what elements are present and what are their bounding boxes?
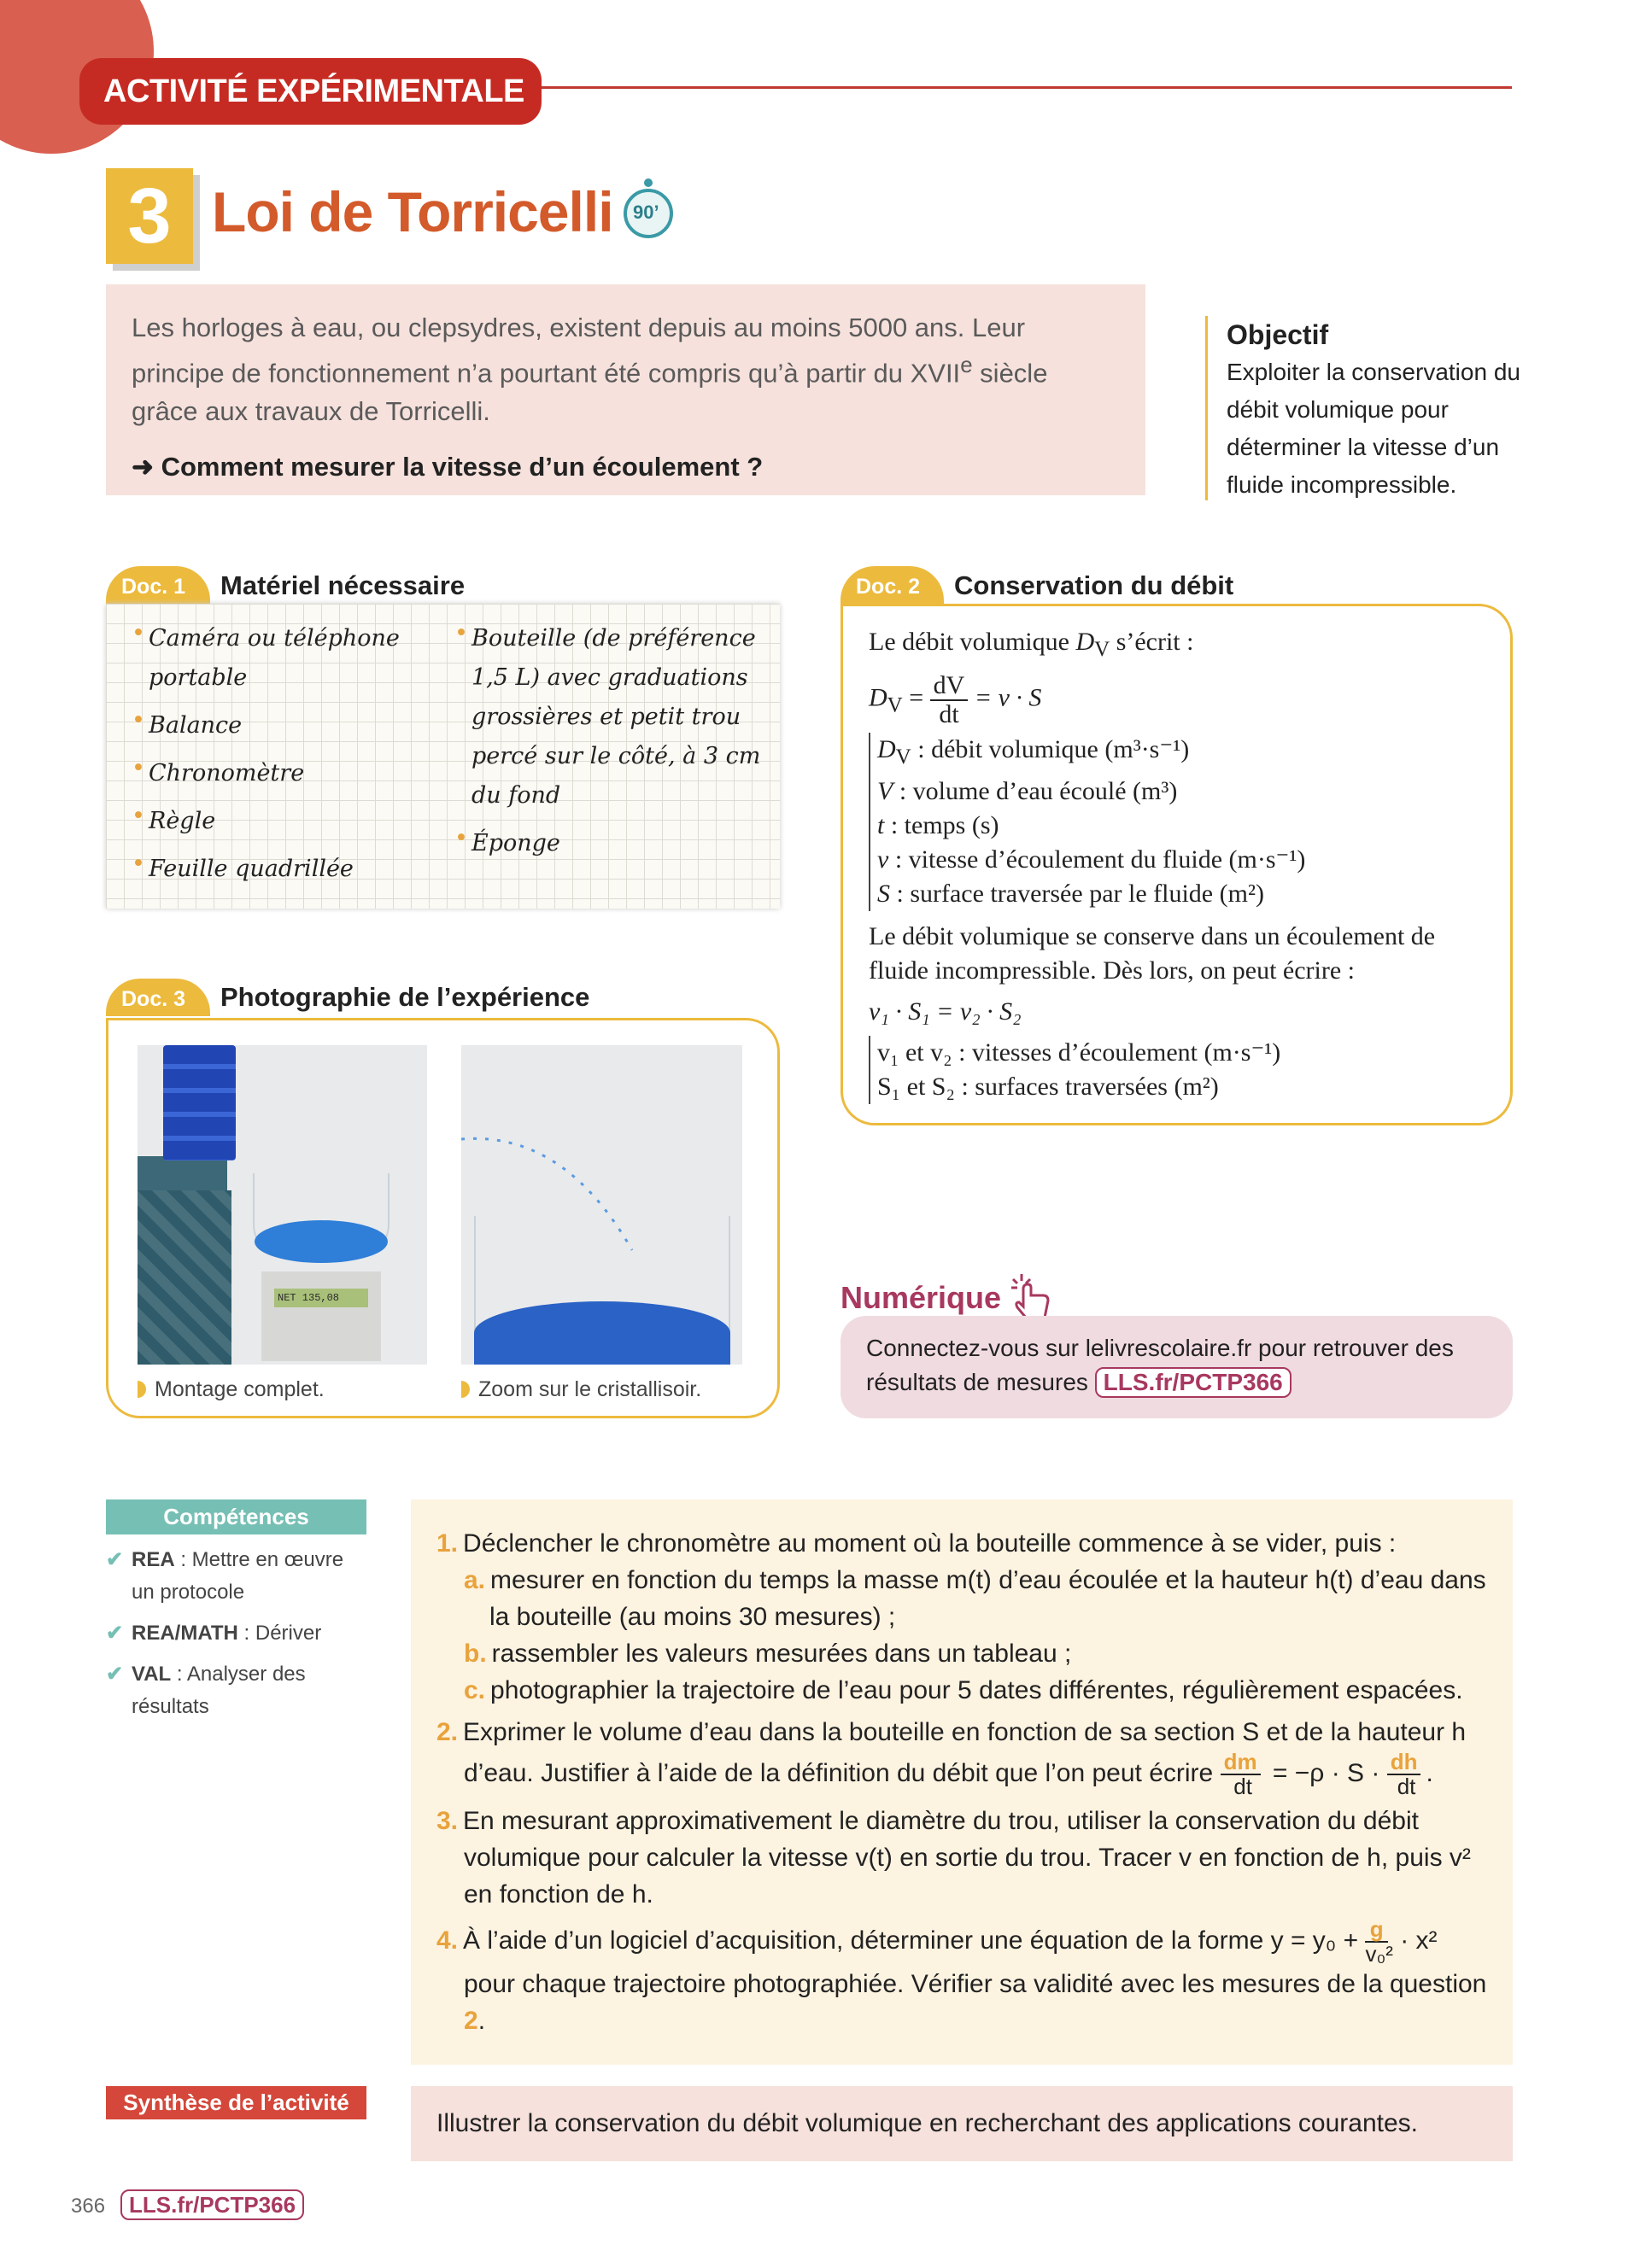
synthese-label: Synthèse de l’activité — [106, 2086, 366, 2119]
page-title: Loi de Torricelli — [212, 180, 613, 243]
header-rule — [542, 86, 1512, 89]
question-2: 2. Exprimer le volume d’eau dans la bouteille en fonction de sa section S et de la hauteur h d’eau. Justifier à l’aide de la définition du débit que l’on peut écrire $\frac{dm}{dt}$ = −ρ · S · $\frac{dh}{dt}$ . — [436, 1718, 1467, 1800]
legend-item: S₁ et S₂ : surfaces traversées (m²) — [877, 1073, 1219, 1101]
photo-box — [106, 1018, 780, 1418]
legend-item: $D_V$ : débit volumique (m³·s⁻¹) — [877, 735, 1190, 769]
competences-header: Compétences — [106, 1499, 366, 1534]
objective-title: Objectif — [1227, 319, 1329, 350]
question-3: 3. En mesurant approximativement le diamètre du trou, utiliser la conservation du débit volumique pour calculer la vitesse v(t) en sortie du trou. Tracer v en fonction de h, puis v² en fonction de h. — [436, 1806, 1471, 1909]
material-item: • Balance — [132, 706, 422, 745]
conservation-text: Le débit volumique se conserve dans un écoulement de fluide incompressible. Dès lors, on peut écrire : — [869, 922, 1436, 985]
variable-legend — [869, 733, 1485, 911]
intro-box — [106, 284, 1145, 495]
doc1-tab: Doc. 1 — [106, 566, 210, 604]
question-1: 1. Déclencher le chronomètre au moment où la bouteille commence à se vider, puis : — [436, 1529, 1397, 1558]
doc1-title: Matériel nécessaire — [220, 570, 466, 600]
doc3-tab: Doc. 3 — [106, 979, 210, 1016]
activity-number: 3 — [106, 168, 193, 264]
intro-text: Les horloges à eau, ou clepsydres, existent depuis au moins 5000 ans. Leur principe de fonctionnement n’a pourtant été compris qu’à partir du XVIIe siècle grâce aux travaux de Torricelli. — [132, 313, 1048, 427]
legend-item: v : vitesse d’écoulement du fluide (m·s⁻¹) — [877, 845, 1306, 874]
flow-conservation-box — [840, 604, 1513, 1125]
footer-lls-link[interactable]: LLS.fr/PCTP366 — [120, 2189, 304, 2220]
material-item: • Caméra ou téléphone portable — [132, 619, 422, 698]
synthese-box: Illustrer la conservation du débit volumique en recherchant des applications courantes. — [411, 2086, 1513, 2161]
check-icon: ✔ — [106, 1548, 124, 1571]
materials-list — [106, 604, 780, 909]
material-item: • Règle — [132, 802, 422, 841]
questions-box — [411, 1499, 1513, 2065]
material-item: • Feuille quadrillée — [132, 850, 422, 889]
competence-item: ✔ VAL : Analyser des résultats — [106, 1658, 366, 1723]
objective-text: Exploiter la conservation du débit volumique pour déterminer la vitesse d’un fluide incompressible. — [1227, 359, 1520, 498]
legend-item: v₁ et v₂ : vitesses d’écoulement (m·s⁻¹) — [877, 1038, 1281, 1067]
doc2-title: Conservation du débit — [954, 570, 1234, 600]
question-4: 4. À l’aide d’un logiciel d’acquisition, déterminer une équation de la forme y = y₀ + $\frac{g}{\text{v₀²}}$ · x² pour chaque trajectoire photographiée. Vérifier sa validité avec les mesures de la question 2. — [436, 1915, 1487, 2036]
flow-equation: $D_V$ = $\frac{dV}{dt}$ = v · S — [869, 671, 1042, 728]
check-icon: ✔ — [106, 1622, 124, 1645]
legend-item: t : temps (s) — [877, 811, 999, 839]
page-number: 366 — [71, 2195, 106, 2218]
scale-display: NET 135,08 — [274, 1289, 368, 1307]
numerique-box — [840, 1316, 1513, 1418]
question-1b: b. rassembler les valeurs mesurées dans un tableau ; — [464, 1640, 1072, 1668]
timer-icon — [622, 178, 675, 241]
zoom-photo — [461, 1045, 742, 1365]
photo-caption: Zoom sur le cristallisoir. — [461, 1377, 701, 1402]
setup-photo — [138, 1045, 427, 1365]
material-item: • Bouteille (de préférence 1,5 L) avec graduations grossières et petit trou percé sur le côté, à 3 cm du fond — [454, 619, 770, 815]
activity-banner: ACTIVITÉ EXPÉRIMENTALE — [79, 58, 542, 125]
question-1c: c. photographier la trajectoire de l’eau pour 5 dates différentes, régulièrement espacées. — [464, 1676, 1463, 1704]
duration-label: 90’ — [633, 202, 659, 223]
competence-item: ✔ REA/MATH : Dériver — [106, 1617, 366, 1650]
flow-definition: Le débit volumique $D_V$ s’écrit : — [869, 628, 1194, 661]
competences-list — [106, 1544, 366, 1732]
variable-legend-2 — [869, 1036, 1485, 1104]
legend-item: V : volume d’eau écoulé (m³) — [877, 777, 1178, 805]
lls-link[interactable]: LLS.fr/PCTP366 — [1095, 1367, 1292, 1398]
question-1a: a. mesurer en fonction du temps la masse m(t) d’eau écoulée et la hauteur h(t) d’eau dans la bouteille (au moins 30 mesures) ; — [464, 1566, 1486, 1631]
material-item: • Chronomètre — [132, 754, 422, 793]
objective-box — [1205, 316, 1530, 500]
numerique-title: Numérique — [840, 1272, 1057, 1324]
competence-item: ✔ REA : Mettre en œuvre un protocole — [106, 1544, 366, 1609]
conservation-equation: v₁ · S₁ = v₂ · S₂ — [869, 997, 1022, 1026]
material-item: • Éponge — [454, 824, 770, 863]
doc3-title: Photographie de l’expérience — [220, 982, 590, 1012]
numerique-text: Connectez-vous sur lelivrescolaire.fr pour retrouver des résultats de mesures — [866, 1335, 1454, 1395]
check-icon: ✔ — [106, 1663, 124, 1686]
photo-caption: Montage complet. — [138, 1377, 325, 1402]
intro-question: ➜ Comment mesurer la vitesse d’un écoulement ? — [132, 452, 764, 482]
doc2-tab: Doc. 2 — [840, 566, 944, 604]
legend-item: S : surface traversée par le fluide (m²) — [877, 880, 1264, 908]
